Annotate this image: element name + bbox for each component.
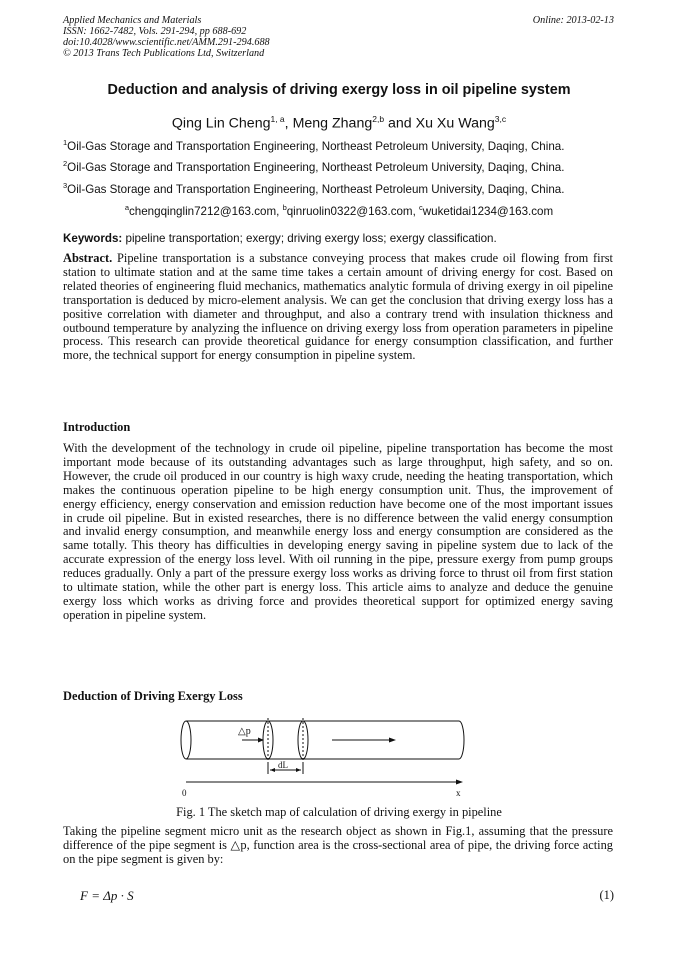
author-separator: and [384,115,416,132]
affiliation-text: Oil-Gas Storage and Transportation Engineering, Northeast Petroleum University, Daqing, China. [67,139,565,153]
pipe-right-end [459,721,464,759]
affiliation-superscript: 3 [63,181,68,190]
author-superscript: 2,b [372,114,385,124]
journal-copyright: © 2013 Trans Tech Publications Ltd, Switzerland [63,48,265,59]
dl-arrowhead-right [296,768,301,772]
deduction-heading: Deduction of Driving Exergy Loss [63,689,243,703]
affiliation-1 [63,138,564,153]
journal-issn: ISSN: 1662-7482, Vols. 291-294, pp 688-692 [63,26,247,37]
journal-doi: doi:10.4028/www.scientific.net/AMM.291-294.688 [63,37,270,48]
dl-label: dL [278,760,288,770]
keywords-label: Keywords: [63,232,123,245]
author-name: Qing Lin Cheng [171,115,271,132]
affiliation-2 [63,159,564,174]
keywords-text: pipeline transportation; exergy; driving exergy loss; exergy classification. [122,232,497,245]
pipe-body [181,718,464,774]
email-superscript: a [124,203,129,212]
author-separator: , [284,115,293,132]
affiliation-superscript: 2 [63,159,68,168]
equation-number: (1) [599,888,614,902]
affiliation-3 [63,181,564,196]
email-link[interactable]: wuketidai1234@163.com [422,204,554,218]
email-superscript: c [419,203,423,212]
journal-header [63,15,270,59]
introduction-heading: Introduction [63,420,131,434]
dp-label: △p [238,726,251,737]
affiliation-text: Oil-Gas Storage and Transportation Engineering, Northeast Petroleum University, Daqing, China. [67,182,565,196]
author-superscript: 1, a [270,114,285,124]
journal-name: Applied Mechanics and Materials [63,15,202,26]
author-name: Meng Zhang [292,115,373,132]
affiliation-text: Oil-Gas Storage and Transportation Engineering, Northeast Petroleum University, Daqing, China. [67,160,565,174]
introduction-paragraph: With the development of the technology in crude oil pipeline, pipeline transportation has become the most important mode because of its outstanding advantages such as large throughput, high safety, and so on. However, the crude oil produced in our country is high waxy crude, needing the heating transportation, which makes the continuous operation pipeline to be high energy consumption unit. Thus, the improvement of energy efficiency, energy conservation and emission reduction have become one of the most important issues in crude oil pipeline. But in existed researches, there is no difference between the valid energy consumption and invalid energy consumption, and meanwhile energy loss and energy consumption are considered as the same totally. This theory has difficulties in developing energy saving in pipeline system due to lack of the accurate expression of the energy loss level. With oil running in the pipe, pressure exergy from pump groups reduces gradually. Only a part of the pressure exergy loss works as driving force to thrust oil from first station to ultimate station, while the other part is energy loss. This article aims to analyze and deduce the genuine exergy loss which works as driving force and provides theoretical support for optimized energy saving operation in pipeline system. [63,441,613,622]
figure-caption: Fig. 1 The sketch map of calculation of driving exergy in pipeline [176,805,502,819]
pipeline-sketch-figure [160,712,480,800]
author-emails [0,203,678,218]
author-superscript: 3,c [494,114,507,124]
dl-arrowhead-left [270,768,275,772]
keywords [63,232,497,245]
paper-title: Deduction and analysis of driving exergy loss in oil pipeline system [107,82,571,98]
abstract-paragraph [63,252,613,363]
deduction-paragraph: Taking the pipeline segment micro unit as the research object as shown in Fig.1, assuming that the pressure difference of the pipe segment is △p, function area is the cross-sectional area of pipe, the driving force acting on the pipe segment is given by: [63,824,613,866]
affiliation-superscript: 1 [63,138,68,147]
pipe-left-end [181,721,191,759]
email-superscript: b [282,203,287,212]
author-name: Xu Xu Wang [415,115,495,132]
online-date: Online: 2013-02-13 [532,15,614,26]
x-axis-arrowhead [456,780,463,785]
flow-arrowhead [389,738,396,743]
origin-label: 0 [182,788,187,798]
email-link[interactable]: chengqinglin7212@163.com, [128,204,283,218]
x-axis-label: x [456,788,461,798]
abstract-text: Pipeline transportation is a substance conveying process that makes crude oil flowing from first station to ultimate station and at the same time takes a certain amount of driving energy for cost. Based on related theories of engineering fluid mechanics, mathematics analytic formula of driving exergy in oil pipeline transportation is deduced by micro-element analysis. We can get the conclusion that driving exergy loss has a positive correlation with diameter and throughput, and also a contrary trend with insulation thickness and outbound temperature by analyzing the influence on driving exergy loss from operation parameters in pipeline process. This research can provide theoretical guidance for energy consumption classification, and further more, the technical support for energy consumption in pipeline system. [63,251,613,363]
equation-1: F = Δp · S [80,888,134,903]
email-link[interactable]: qinruolin0322@163.com, [286,204,420,218]
author-list [0,114,678,132]
abstract-label: Abstract. [63,251,113,265]
